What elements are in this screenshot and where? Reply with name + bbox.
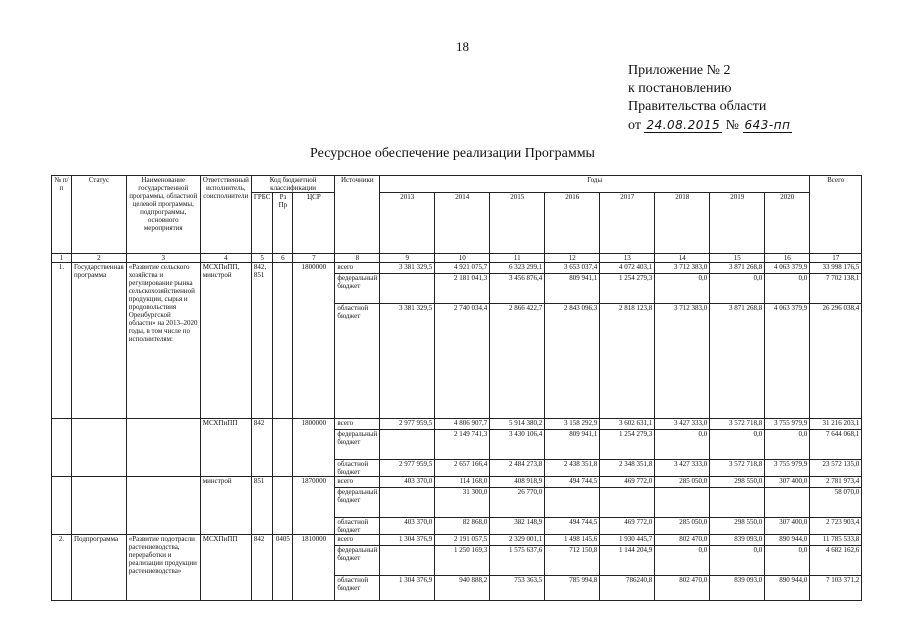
cell-value: 307 400,0	[765, 518, 810, 535]
cell-source: областной бюджет	[335, 304, 380, 419]
cell-value: 712 150,8	[545, 546, 600, 576]
cell-name	[126, 419, 200, 477]
cell-status	[72, 477, 127, 535]
cell-value	[655, 488, 710, 518]
cell-value: 3 572 718,8	[710, 460, 765, 477]
cell-value: 2 818 123,8	[600, 304, 655, 419]
appendix-line-3: Правительства области	[628, 99, 767, 114]
cell-value: 809 941,1	[545, 274, 600, 304]
table-row	[52, 477, 862, 488]
cell-value	[380, 546, 435, 576]
cell-source: областной бюджет	[335, 518, 380, 535]
cell-value: 4 063 379,9	[765, 263, 810, 274]
cell-value: 3 712 383,0	[655, 263, 710, 274]
column-number: 13	[600, 254, 655, 263]
column-number: 12	[545, 254, 600, 263]
cell-value: 2 329 001,1	[490, 535, 545, 546]
cell-value: 0,0	[710, 274, 765, 304]
cell-source: федеральный бюджет	[335, 430, 380, 460]
appendix-date-line	[628, 116, 792, 135]
cell-value: 0,0	[655, 274, 710, 304]
table-row	[52, 535, 862, 546]
column-number: 9	[380, 254, 435, 263]
cell-value: 4 921 075,7	[435, 263, 490, 274]
cell-value: 3 456 876,4	[490, 274, 545, 304]
header-rzpr: Рз Пр	[273, 193, 293, 254]
column-number: 6	[273, 254, 293, 263]
header-year-2015: 2015	[490, 193, 545, 254]
cell-value: 3 712 383,0	[655, 304, 710, 419]
cell-num	[52, 419, 72, 477]
cell-value: 4 072 403,1	[600, 263, 655, 274]
cell-value: 3 755 979,9	[765, 460, 810, 477]
cell-value: 2 843 096,3	[545, 304, 600, 419]
header-name: Наименование государственной программы, областной целевой программы, подпрограммы, основного мероприятия	[126, 176, 200, 254]
column-number: 3	[126, 254, 200, 263]
column-number: 8	[335, 254, 380, 263]
table-row	[52, 263, 862, 274]
cell-source: всего	[335, 477, 380, 488]
cell-total: 2 781 973,4	[810, 477, 862, 488]
cell-source: федеральный бюджет	[335, 546, 380, 576]
column-number: 15	[710, 254, 765, 263]
cell-csr: 1800000	[293, 419, 335, 477]
column-number: 5	[251, 254, 273, 263]
cell-value: 2 348 351,8	[600, 460, 655, 477]
header-budget-code: Код бюджетной классификации	[251, 176, 335, 193]
header-years: Годы	[380, 176, 810, 193]
cell-num	[52, 477, 72, 535]
cell-num: 2.	[52, 535, 72, 601]
cell-name: «Развитие подотрасли растениеводства, переработки и реализации продукции растениеводства»	[126, 535, 200, 601]
cell-value: 469 772,0	[600, 477, 655, 488]
cell-value: 3 871 268,8	[710, 263, 765, 274]
cell-grbs: 842	[251, 535, 273, 601]
column-number: 7	[293, 254, 335, 263]
cell-value: 2 740 034,4	[435, 304, 490, 419]
cell-value: 382 148,9	[490, 518, 545, 535]
column-number: 16	[765, 254, 810, 263]
cell-status: Подпрограмма	[72, 535, 127, 601]
cell-total: 26 296 038,4	[810, 304, 862, 419]
cell-source: всего	[335, 419, 380, 430]
cell-value: 403 370,0	[380, 477, 435, 488]
cell-value: 469 772,0	[600, 518, 655, 535]
cell-value: 0,0	[765, 546, 810, 576]
cell-rzpr	[273, 419, 293, 477]
page-number: 18	[456, 39, 469, 54]
cell-responsible: МСХПиПП, минстрой	[200, 263, 251, 419]
cell-value: 2 484 273,8	[490, 460, 545, 477]
header-total: Всего	[810, 176, 862, 254]
cell-value: 4 806 907,7	[435, 419, 490, 430]
cell-value: 403 370,0	[380, 518, 435, 535]
cell-value: 753 363,5	[490, 576, 545, 601]
cell-value: 1 930 445,7	[600, 535, 655, 546]
cell-total: 33 998 176,5	[810, 263, 862, 274]
header-row	[52, 176, 862, 193]
cell-value: 809 941,1	[545, 430, 600, 460]
cell-value: 786240,8	[600, 576, 655, 601]
document-title: Ресурсное обеспечение реализации Программы	[310, 146, 595, 161]
cell-total: 58 070,0	[810, 488, 862, 518]
cell-grbs: 851	[251, 477, 273, 535]
cell-value	[380, 430, 435, 460]
cell-value: 1 144 204,9	[600, 546, 655, 576]
column-number: 4	[200, 254, 251, 263]
cell-value: 940 888,2	[435, 576, 490, 601]
cell-value: 307 400,0	[765, 477, 810, 488]
header-grbs: ГРБС	[251, 193, 273, 254]
header-year-2020: 2020	[765, 193, 810, 254]
column-number: 17	[810, 254, 862, 263]
cell-total: 7 103 371,2	[810, 576, 862, 601]
cell-source: федеральный бюджет	[335, 274, 380, 304]
header-status: Статус	[72, 176, 127, 254]
cell-value: 3 381 329,5	[380, 304, 435, 419]
cell-value: 3 427 333,0	[655, 419, 710, 430]
column-number: 2	[72, 254, 127, 263]
column-number: 14	[655, 254, 710, 263]
header-year-2018: 2018	[655, 193, 710, 254]
cell-total: 7 644 068,1	[810, 430, 862, 460]
appendix-line-1: Приложение № 2	[628, 63, 731, 78]
number-prefix: №	[725, 118, 740, 133]
cell-value: 1 304 376,9	[380, 576, 435, 601]
cell-total: 4 682 162,6	[810, 546, 862, 576]
cell-csr: 1870000	[293, 477, 335, 535]
cell-total: 23 572 135,0	[810, 460, 862, 477]
cell-value	[380, 488, 435, 518]
cell-responsible: МСХПиПП	[200, 419, 251, 477]
cell-value: 3 602 631,1	[600, 419, 655, 430]
cell-value: 298 550,0	[710, 518, 765, 535]
column-number: 11	[490, 254, 545, 263]
cell-value	[545, 488, 600, 518]
cell-total: 2 723 903,4	[810, 518, 862, 535]
cell-source: федеральный бюджет	[335, 488, 380, 518]
cell-value: 1 498 145,6	[545, 535, 600, 546]
cell-name: «Развитие сельского хозяйства и регулирование рынка сельскохозяйственной продукции, сырья и продовольствия Оренбургской области» на 2013–2020 годы, в том числе по исполнителям:	[126, 263, 200, 419]
cell-value: 31 300,0	[435, 488, 490, 518]
column-number-row	[52, 254, 862, 263]
cell-value: 2 149 741,3	[435, 430, 490, 460]
cell-value: 2 181 041,3	[435, 274, 490, 304]
cell-value: 3 427 333,0	[655, 460, 710, 477]
cell-value: 0,0	[710, 546, 765, 576]
cell-value: 0,0	[655, 546, 710, 576]
header-year-2013: 2013	[380, 193, 435, 254]
cell-value: 890 944,0	[765, 576, 810, 601]
cell-value: 3 755 979,9	[765, 419, 810, 430]
cell-value: 3 381 329,5	[380, 263, 435, 274]
cell-status	[72, 419, 127, 477]
cell-responsible: минстрой	[200, 477, 251, 535]
cell-value: 839 093,0	[710, 535, 765, 546]
cell-value	[765, 488, 810, 518]
cell-value: 5 914 380,2	[490, 419, 545, 430]
cell-value: 285 050,0	[655, 518, 710, 535]
cell-value: 1 304 376,9	[380, 535, 435, 546]
cell-total: 7 702 138,1	[810, 274, 862, 304]
cell-value: 890 944,0	[765, 535, 810, 546]
cell-total: 11 785 533,8	[810, 535, 862, 546]
cell-status: Государственная программа	[72, 263, 127, 419]
handwritten-date: 24.08.2015	[646, 118, 721, 132]
cell-value: 285 050,0	[655, 477, 710, 488]
cell-value: 0,0	[765, 274, 810, 304]
cell-value: 0,0	[710, 430, 765, 460]
date-prefix: от	[628, 118, 641, 133]
cell-value: 1 575 637,6	[490, 546, 545, 576]
cell-grbs: 842	[251, 419, 273, 477]
cell-value: 2 977 959,5	[380, 419, 435, 430]
cell-source: всего	[335, 535, 380, 546]
cell-value: 82 868,0	[435, 518, 490, 535]
cell-value: 494 744,5	[545, 518, 600, 535]
cell-source: областной бюджет	[335, 460, 380, 477]
cell-csr: 1810000	[293, 535, 335, 601]
header-responsible: Ответственный исполнитель, соисполнители	[200, 176, 251, 254]
cell-responsible: МСХПиПП	[200, 535, 251, 601]
cell-rzpr: 0405	[273, 535, 293, 601]
cell-value: 6 323 299,1	[490, 263, 545, 274]
cell-value: 785 994,8	[545, 576, 600, 601]
cell-source: областной бюджет	[335, 576, 380, 601]
appendix-line-2: к постановлению	[628, 81, 732, 96]
cell-value: 3 871 268,8	[710, 304, 765, 419]
cell-grbs: 842, 851	[251, 263, 273, 419]
cell-value: 3 158 292,9	[545, 419, 600, 430]
cell-value: 2 191 057,5	[435, 535, 490, 546]
table-row	[52, 419, 862, 430]
cell-num: 1.	[52, 263, 72, 419]
cell-value: 802 470,0	[655, 576, 710, 601]
cell-value	[710, 488, 765, 518]
cell-value	[600, 488, 655, 518]
cell-value: 114 168,0	[435, 477, 490, 488]
cell-value: 1 254 279,3	[600, 430, 655, 460]
cell-value: 802 470,0	[655, 535, 710, 546]
resource-table	[51, 175, 862, 601]
appendix-block	[628, 62, 792, 135]
cell-value: 0,0	[765, 430, 810, 460]
cell-value: 2 657 166,4	[435, 460, 490, 477]
column-number: 10	[435, 254, 490, 263]
header-csr: ЦСР	[293, 193, 335, 254]
cell-total: 31 216 203,1	[810, 419, 862, 430]
cell-value: 2 438 351,8	[545, 460, 600, 477]
cell-value	[380, 274, 435, 304]
handwritten-number: 643-пп	[744, 118, 791, 132]
cell-value: 839 093,0	[710, 576, 765, 601]
cell-value: 298 550,0	[710, 477, 765, 488]
cell-name	[126, 477, 200, 535]
cell-value: 494 744,5	[545, 477, 600, 488]
cell-rzpr	[273, 477, 293, 535]
header-num: № п/п	[52, 176, 72, 254]
cell-value: 0,0	[655, 430, 710, 460]
header-sources: Источники	[335, 176, 380, 254]
cell-rzpr	[273, 263, 293, 419]
cell-source: всего	[335, 263, 380, 274]
cell-value: 4 063 379,9	[765, 304, 810, 419]
cell-value: 1 250 169,3	[435, 546, 490, 576]
cell-value: 3 430 106,4	[490, 430, 545, 460]
header-year-2019: 2019	[710, 193, 765, 254]
cell-value: 2 866 422,7	[490, 304, 545, 419]
column-number: 1	[52, 254, 72, 263]
cell-value: 26 770,0	[490, 488, 545, 518]
header-year-2017: 2017	[600, 193, 655, 254]
cell-value: 3 653 037,4	[545, 263, 600, 274]
cell-value: 408 918,9	[490, 477, 545, 488]
cell-csr: 1800000	[293, 263, 335, 419]
header-year-2014: 2014	[435, 193, 490, 254]
cell-value: 2 977 959,5	[380, 460, 435, 477]
cell-value: 1 254 279,3	[600, 274, 655, 304]
header-year-2016: 2016	[545, 193, 600, 254]
cell-value: 3 572 718,8	[710, 419, 765, 430]
